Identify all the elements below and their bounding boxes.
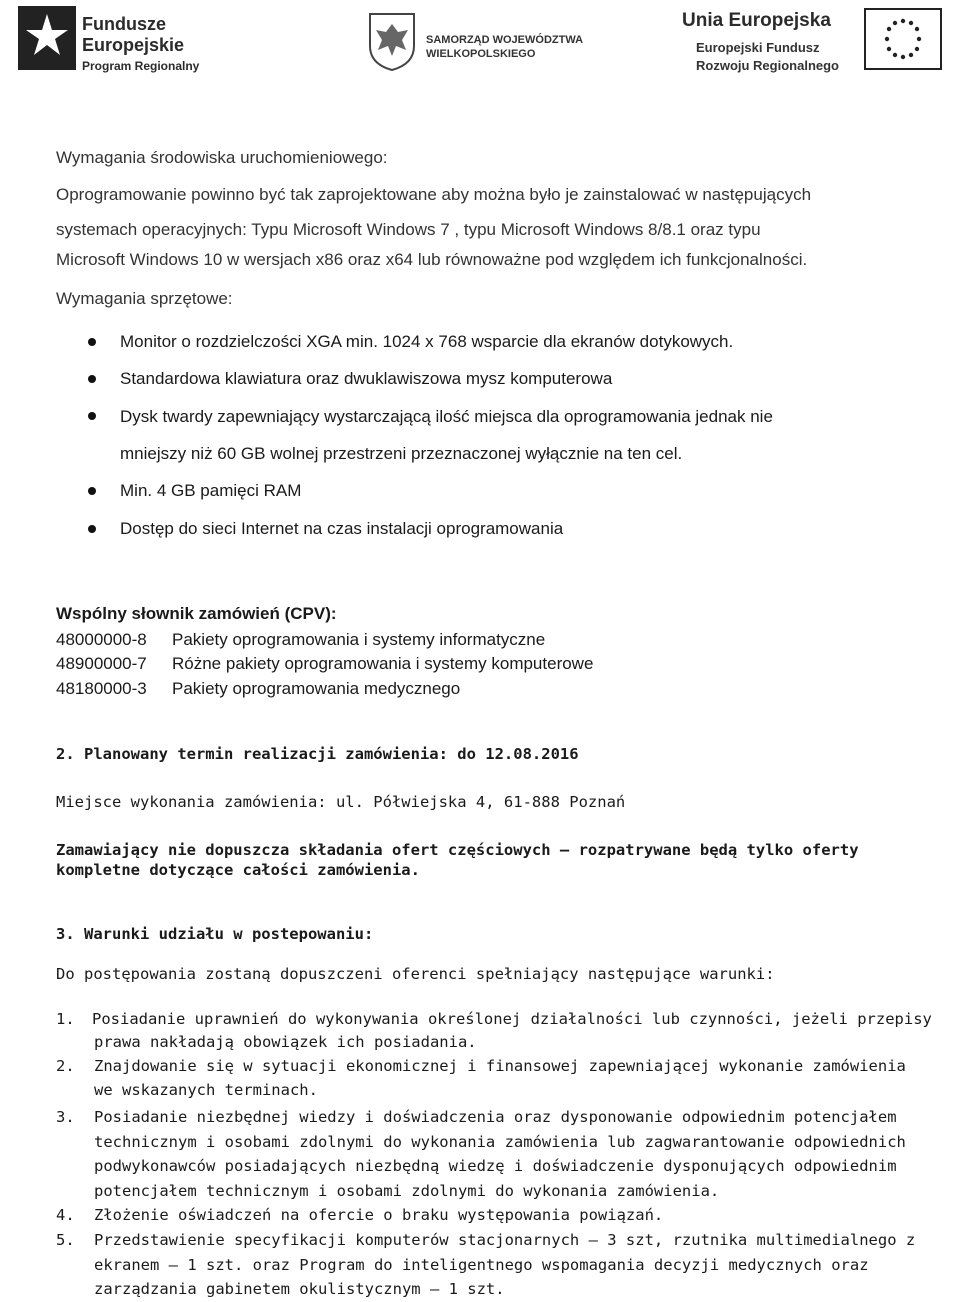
condition-number: 2. bbox=[56, 1057, 75, 1075]
cpv-desc: Różne pakiety oprogramowania i systemy komputerowe bbox=[172, 654, 594, 673]
condition-text: zarządzania gabinetem okulistycznym – 1 szt. bbox=[94, 1280, 505, 1298]
cpv-row bbox=[56, 679, 460, 699]
hw-item-internet: Dostęp do sieci Internet na czas instalacji oprogramowania bbox=[120, 519, 564, 538]
bullet-dot bbox=[88, 338, 96, 346]
condition-text: technicznym i osobami zdolnymi do wykonania zamówienia lub zagwarantowanie odpowiednich bbox=[94, 1133, 906, 1151]
cpv-row bbox=[56, 654, 593, 674]
ue-line3: Rozwoju Regionalnego bbox=[696, 58, 839, 73]
cpv-code: 48900000-7 bbox=[56, 654, 147, 673]
condition-text: we wskazanych terminach. bbox=[94, 1081, 318, 1099]
place-of-execution: Miejsce wykonania zamówienia: ul. Półwiejska 4, 61-888 Poznań bbox=[56, 793, 626, 811]
condition-text: Przedstawienie specyfikacji komputerów stacjonarnych – 3 szt, rzutnika multimedialnego z bbox=[94, 1231, 916, 1249]
partial-offers-note-line2: kompletne dotyczące całości zamówienia. bbox=[56, 861, 420, 879]
condition-number: 5. bbox=[56, 1231, 75, 1249]
env-para-line3: Microsoft Windows 10 w wersjach x86 oraz x64 lub równoważne pod względem ich funkcjonalności. bbox=[56, 250, 808, 269]
ue-line2: Europejski Fundusz bbox=[696, 40, 820, 55]
env-title: Wymagania środowiska uruchomieniowego: bbox=[56, 148, 388, 167]
condition-text: prawa nakładają obowiązek ich posiadania. bbox=[94, 1033, 477, 1051]
section2-title: 2. Planowany termin realizacji zamówienia: do 12.08.2016 bbox=[56, 745, 579, 763]
condition-number: 1. bbox=[56, 1010, 75, 1028]
section3-intro: Do postępowania zostaną dopuszczeni oferenci spełniający następujące warunki: bbox=[56, 965, 775, 983]
condition-text: potencjałem technicznym i osobami zdolnymi do wykonania zamówienia. bbox=[94, 1182, 720, 1200]
bullet-dot bbox=[88, 375, 96, 383]
hw-item-ram: Min. 4 GB pamięci RAM bbox=[120, 481, 302, 500]
hw-title: Wymagania sprzętowe: bbox=[56, 289, 233, 308]
condition-text: Złożenie oświadczeń na ofercie o braku występowania powiązań. bbox=[94, 1206, 664, 1224]
sw-line1: SAMORZĄD WOJEWÓDZTWA bbox=[426, 34, 584, 46]
fe-line3: Program Regionalny bbox=[82, 59, 200, 73]
condition-text: podwykonawców posiadających niezbędną wiedzę i doświadczenie dysponujących odpowiednim bbox=[94, 1157, 897, 1175]
cpv-desc: Pakiety oprogramowania medycznego bbox=[172, 679, 461, 698]
eagle-crest-icon bbox=[366, 10, 418, 72]
cpv-code: 48180000-3 bbox=[56, 679, 147, 698]
cpv-title: Wspólny słownik zamówień (CPV): bbox=[56, 604, 337, 623]
hw-item-disk-cont: mniejszy niż 60 GB wolnej przestrzeni przeznaczonej wyłącznie na ten cel. bbox=[120, 444, 683, 463]
bullet-dot bbox=[88, 487, 96, 495]
fe-star-icon bbox=[18, 6, 76, 70]
env-para-line1: Oprogramowanie powinno być tak zaprojektowane aby można było je zainstalować w następujących bbox=[56, 185, 812, 204]
section3-title: 3. Warunki udziału w postepowaniu: bbox=[56, 925, 374, 943]
condition-text: Posiadanie uprawnień do wykonywania określonej działalności lub czynności, jeżeli przepisy bbox=[92, 1010, 932, 1028]
env-para-line2: systemach operacyjnych: Typu Microsoft Windows 7 , typu Microsoft Windows 8/8.1 oraz typu bbox=[56, 220, 761, 239]
condition-text: Znajdowanie się w sytuacji ekonomicznej i finansowej zapewniającej wykonanie zamówienia bbox=[94, 1057, 906, 1075]
condition-number: 3. bbox=[56, 1108, 75, 1126]
ue-line1: Unia Europejska bbox=[682, 10, 831, 31]
sw-line2: WIELKOPOLSKIEGO bbox=[426, 48, 536, 60]
fundusze-europejskie-logo bbox=[12, 4, 202, 76]
hw-item-keyboard: Standardowa klawiatura oraz dwuklawiszowa mysz komputerowa bbox=[120, 369, 613, 388]
fe-line2: Europejskie bbox=[82, 35, 185, 55]
unia-europejska-logo bbox=[682, 8, 944, 76]
samorzad-logo bbox=[366, 10, 606, 72]
condition-text: ekranem – 1 szt. oraz Program do inteligentnego wspomagania decyzji medycznych oraz bbox=[94, 1256, 869, 1274]
bullet-dot bbox=[88, 525, 96, 533]
header-logos bbox=[0, 0, 960, 95]
eu-flag-icon bbox=[864, 8, 942, 70]
cpv-row bbox=[56, 630, 545, 650]
condition-text: Posiadanie niezbędnej wiedzy i doświadczenia oraz dysponowanie odpowiednim potencjałem bbox=[94, 1108, 897, 1126]
bullet-dot bbox=[88, 412, 96, 420]
partial-offers-note-line1: Zamawiający nie dopuszcza składania ofert częściowych – rozpatrywane będą tylko oferty bbox=[56, 841, 859, 859]
cpv-desc: Pakiety oprogramowania i systemy informatyczne bbox=[172, 630, 546, 649]
fe-line1: Fundusze bbox=[82, 14, 166, 34]
condition-number: 4. bbox=[56, 1206, 75, 1224]
hw-item-disk: Dysk twardy zapewniający wystarczającą ilość miejsca dla oprogramowania jednak nie bbox=[120, 407, 773, 426]
cpv-code: 48000000-8 bbox=[56, 630, 147, 649]
hw-item-monitor: Monitor o rozdzielczości XGA min. 1024 x 768 wsparcie dla ekranów dotykowych. bbox=[120, 332, 734, 351]
